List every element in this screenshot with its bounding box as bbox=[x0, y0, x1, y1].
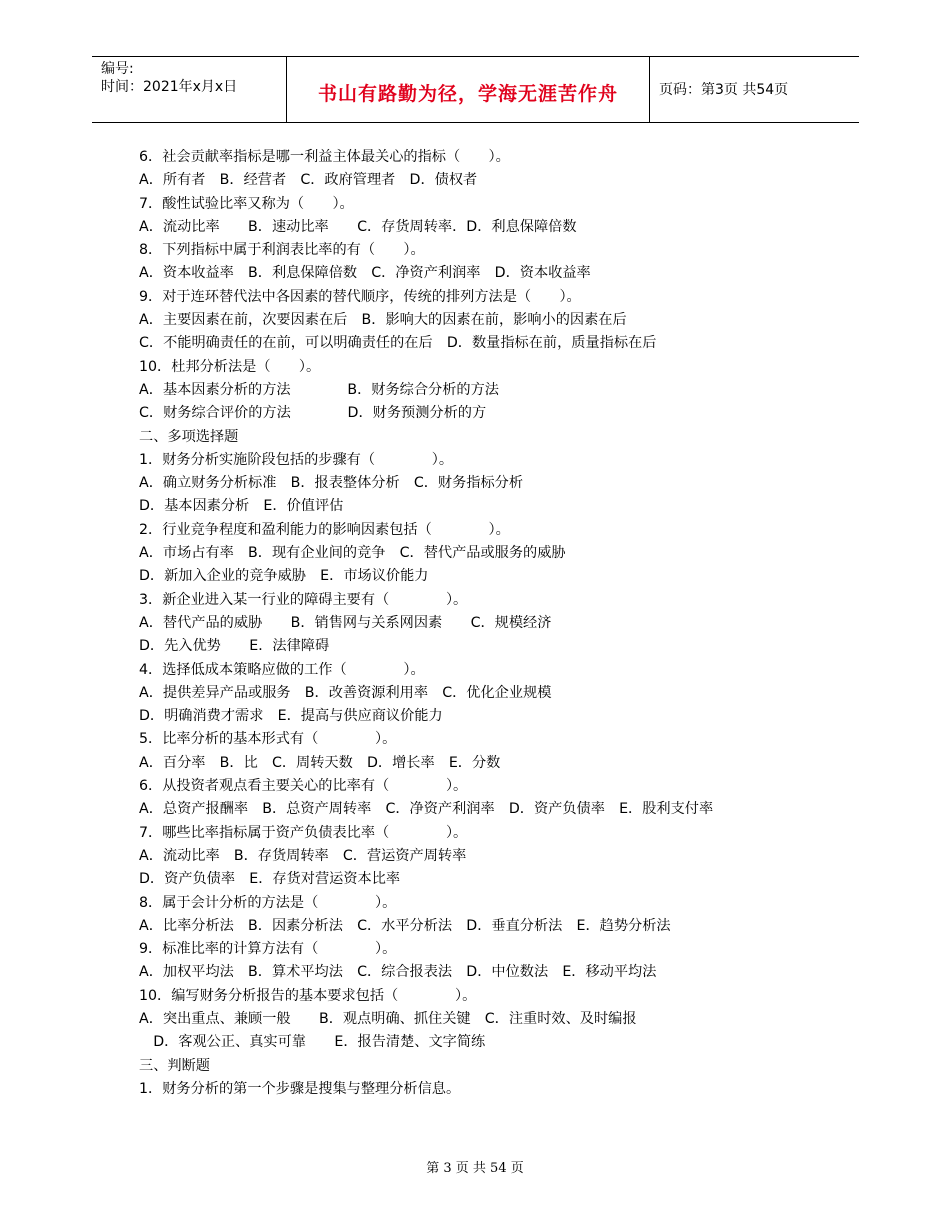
page-footer: 第 3 页 共 54 页 bbox=[426, 1161, 524, 1176]
text-line: 7．酸性试验比率又称为（ ）。 bbox=[139, 195, 354, 212]
text-line: A．资本收益率 B．利息保障倍数 C．净资产利润率 D．资本收益率 bbox=[139, 265, 591, 282]
text-line: 5．比率分析的基本形式有（ ）。 bbox=[139, 731, 397, 748]
text-line: A．替代产品的威胁 B．销售网与关系网因素 C．规模经济 bbox=[139, 614, 552, 631]
text-line: 2．行业竞争程度和盈利能力的影响因素包括（ ）。 bbox=[139, 521, 510, 538]
text-line: D．新加入企业的竞争威胁 E．市场议价能力 bbox=[139, 568, 429, 585]
text-line: 8．属于会计分析的方法是（ ）。 bbox=[139, 894, 397, 911]
text-line: A．确立财务分析标准 B．报表整体分析 C．财务指标分析 bbox=[139, 475, 524, 492]
text-line: 6．从投资者观点看主要关心的比率有（ ）。 bbox=[139, 778, 468, 795]
document-body bbox=[139, 146, 859, 1101]
text-line: 6．社会贡献率指标是哪一利益主体最关心的指标（ ）。 bbox=[139, 149, 510, 165]
header-top-rule bbox=[92, 56, 859, 57]
text-line: 1．财务分析的第一个步骤是搜集与整理分析信息。 bbox=[139, 1080, 461, 1097]
header-number-label: 编号: bbox=[101, 61, 134, 77]
header-bottom-rule bbox=[92, 122, 859, 123]
text-line: 8．下列指标中属于利润表比率的有（ ）。 bbox=[139, 242, 425, 259]
text-line: 1．财务分析实施阶段包括的步骤有（ ）。 bbox=[139, 451, 454, 468]
header-motto: 书山有路勤为径，学海无涯苦作舟 bbox=[317, 83, 618, 105]
text-line: D．基本因素分析 E．价值评估 bbox=[139, 498, 344, 515]
text-line: A．市场占有率 B．现有企业间的竞争 C．替代产品或服务的威胁 bbox=[139, 545, 566, 562]
text-line: D．客观公正、真实可靠 E．报告清楚、文字简练 bbox=[139, 1034, 486, 1051]
text-line: A．比率分析法 B．因素分析法 C．水平分析法 D．垂直分析法 E．趋势分析法 bbox=[139, 917, 671, 934]
text-line: 9．对于连环替代法中各因素的替代顺序，传统的排列方法是（ ）。 bbox=[139, 288, 581, 305]
text-line: D．资产负债率 E．存货对营运资本比率 bbox=[139, 871, 401, 888]
text-line: A．提供差异产品或服务 B．改善资源利用率 C．优化企业规模 bbox=[139, 684, 552, 701]
text-line: C．不能明确责任的在前，可以明确责任的在后 D．数量指标在前，质量指标在后 bbox=[139, 335, 657, 352]
text-line: C．财务综合评价的方法 D．财务预测分析的方 bbox=[139, 405, 487, 422]
text-line: A．流动比率 B．速动比率 C．存货周转率．D．利息保障倍数 bbox=[139, 218, 577, 235]
text-line: 3．新企业进入某一行业的障碍主要有（ ）。 bbox=[139, 591, 468, 608]
text-line: 三、判断题 bbox=[139, 1057, 210, 1074]
text-line: A．基本因素分析的方法 B．财务综合分析的方法 bbox=[139, 381, 499, 398]
text-line: 二、多项选择题 bbox=[139, 428, 239, 445]
text-line: D．明确消费才需求 E．提高与供应商议价能力 bbox=[139, 708, 443, 725]
text-line: D．先入优势 E．法律障碍 bbox=[139, 638, 330, 655]
text-line: 10．编写财务分析报告的基本要求包括（ ）。 bbox=[139, 987, 477, 1004]
text-line: A．突出重点、兼顾一般 B．观点明确、抓住关键 C．注重时效、及时编报 bbox=[139, 1010, 637, 1027]
header-page-label: 页码：第3页 共54页 bbox=[659, 82, 789, 98]
text-line: 9．标准比率的计算方法有（ ）。 bbox=[139, 941, 397, 958]
text-line: A．加权平均法 B．算术平均法 C．综合报表法 D．中位数法 E．移动平均法 bbox=[139, 964, 657, 981]
text-line: 7．哪些比率指标属于资产负债表比率（ ）。 bbox=[139, 824, 468, 841]
header-divider-right bbox=[649, 57, 650, 122]
text-line: 4．选择低成本策略应做的工作（ ）。 bbox=[139, 661, 425, 678]
text-line: A．总资产报酬率 B．总资产周转率 C．净资产利润率 D．资产负债率 E．股利支付率 bbox=[139, 801, 714, 818]
text-line: 10．杜邦分析法是（ ）。 bbox=[139, 358, 321, 375]
text-line: A．所有者 B．经营者 C．政府管理者 D．债权者 bbox=[139, 172, 478, 189]
text-line: A．主要因素在前，次要因素在后 B．影响大的因素在前，影响小的因素在后 bbox=[139, 312, 627, 329]
text-line: A．百分率 B．比 C．周转天数 D．增长率 E．分数 bbox=[139, 754, 501, 771]
header-time-label: 时间：2021年x月x日 bbox=[101, 79, 238, 95]
text-line: A．流动比率 B．存货周转率 C．营运资产周转率 bbox=[139, 847, 467, 864]
